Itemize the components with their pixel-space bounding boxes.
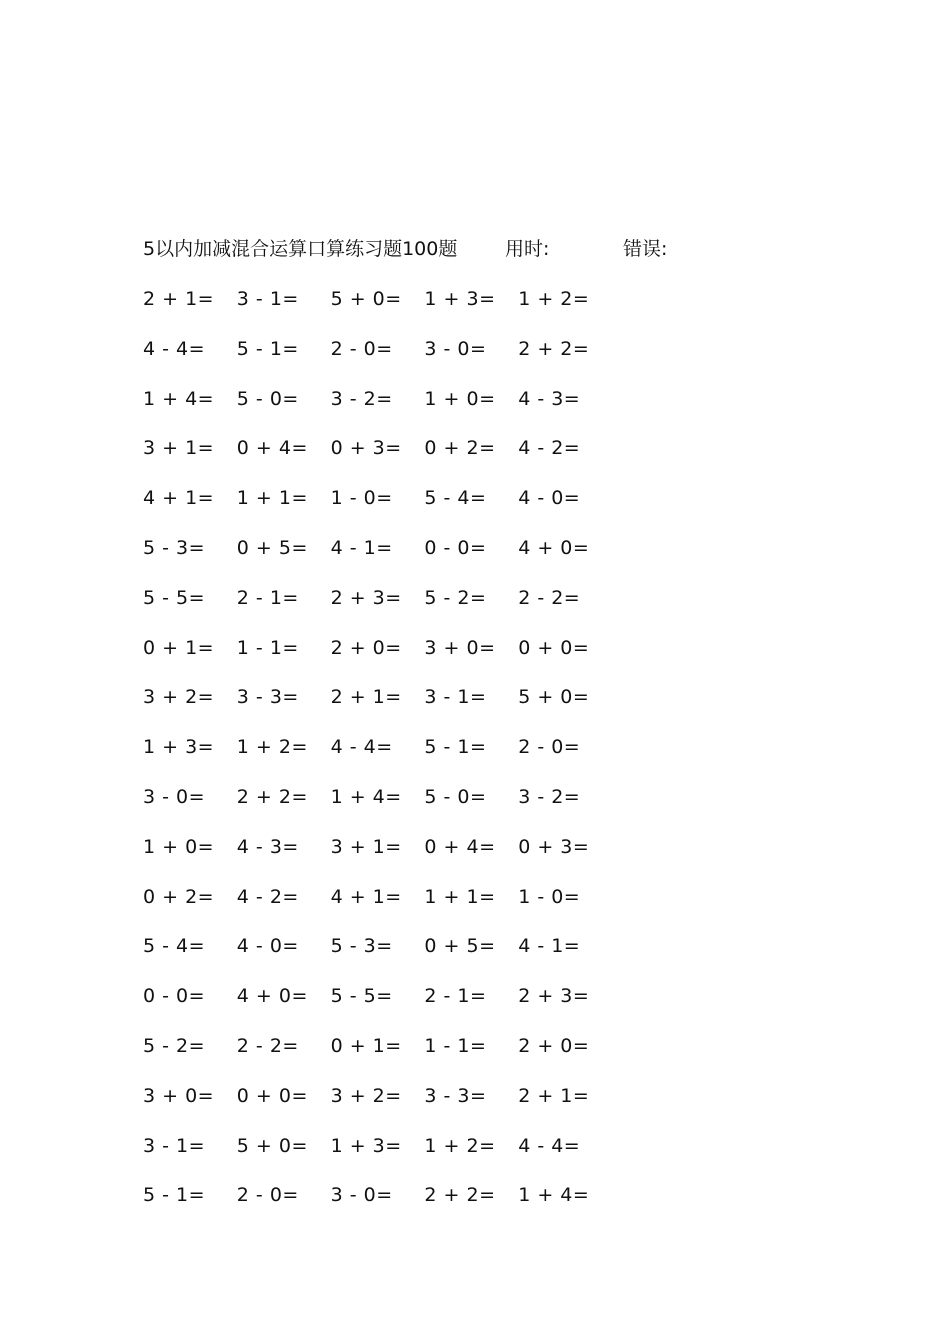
arithmetic-problem: 1 + 0= (143, 835, 215, 858)
arithmetic-problem: 5 + 0= (518, 686, 590, 709)
arithmetic-problem: 1 - 1= (424, 1034, 487, 1057)
problem-row (143, 1131, 623, 1181)
arithmetic-problem: 1 + 3= (424, 288, 496, 310)
arithmetic-problem: 3 + 0= (424, 636, 496, 659)
arithmetic-problem: 3 - 0= (424, 337, 487, 360)
arithmetic-problem: 0 + 5= (424, 935, 496, 958)
arithmetic-problem: 2 - 2= (236, 1034, 299, 1057)
arithmetic-problem: 5 + 0= (330, 288, 402, 310)
worksheet-title: 5以内加减混合运算口算练习题100题 (143, 238, 458, 260)
arithmetic-problem: 4 - 0= (518, 487, 581, 510)
problem-row (143, 583, 623, 633)
problem-row (143, 334, 623, 384)
arithmetic-problem: 3 - 1= (236, 288, 299, 310)
arithmetic-problem: 4 - 1= (518, 935, 581, 958)
arithmetic-problem: 1 + 4= (143, 387, 215, 410)
arithmetic-problem: 5 - 5= (330, 985, 393, 1008)
problem-row (143, 931, 623, 981)
arithmetic-problem: 0 + 1= (330, 1034, 402, 1057)
arithmetic-problem: 2 + 1= (518, 1084, 590, 1107)
problem-grid (143, 284, 623, 1230)
arithmetic-problem: 1 - 0= (330, 487, 393, 510)
worksheet-header (143, 234, 703, 264)
arithmetic-problem: 3 - 3= (424, 1084, 487, 1107)
arithmetic-problem: 2 - 0= (330, 337, 393, 360)
arithmetic-problem: 4 - 4= (518, 1134, 581, 1157)
arithmetic-problem: 2 + 2= (518, 337, 590, 360)
arithmetic-problem: 0 + 4= (236, 437, 308, 460)
arithmetic-problem: 5 - 0= (424, 785, 487, 808)
problem-row (143, 633, 623, 683)
problem-row (143, 1180, 623, 1230)
arithmetic-problem: 5 - 1= (236, 337, 299, 360)
arithmetic-problem: 2 - 0= (518, 736, 581, 759)
arithmetic-problem: 0 + 5= (236, 536, 308, 559)
arithmetic-problem: 0 + 0= (236, 1084, 308, 1107)
arithmetic-problem: 4 - 4= (143, 337, 206, 360)
arithmetic-problem: 4 + 1= (330, 885, 402, 908)
problem-row (143, 284, 623, 334)
problem-row (143, 1081, 623, 1131)
arithmetic-problem: 2 + 3= (518, 985, 590, 1008)
arithmetic-problem: 4 - 4= (330, 736, 393, 759)
arithmetic-problem: 2 + 1= (330, 686, 402, 709)
problem-row (143, 882, 623, 932)
arithmetic-problem: 2 - 2= (518, 586, 581, 609)
arithmetic-problem: 3 - 1= (424, 686, 487, 709)
arithmetic-problem: 4 - 2= (236, 885, 299, 908)
arithmetic-problem: 3 + 2= (330, 1084, 402, 1107)
arithmetic-problem: 1 - 0= (518, 885, 581, 908)
problem-row (143, 483, 623, 533)
arithmetic-problem: 3 - 3= (236, 686, 299, 709)
arithmetic-problem: 2 + 0= (518, 1034, 590, 1057)
arithmetic-problem: 4 - 0= (236, 935, 299, 958)
problem-row (143, 732, 623, 782)
problem-row (143, 384, 623, 434)
arithmetic-problem: 2 - 0= (236, 1184, 299, 1207)
arithmetic-problem: 0 + 4= (424, 835, 496, 858)
problem-row (143, 533, 623, 583)
arithmetic-problem: 1 + 2= (518, 288, 590, 310)
errors-label: 错误: (623, 238, 668, 260)
arithmetic-problem: 0 + 1= (143, 636, 215, 659)
arithmetic-problem: 5 - 4= (143, 935, 206, 958)
arithmetic-problem: 1 - 1= (236, 636, 299, 659)
arithmetic-problem: 3 + 1= (143, 437, 215, 460)
problem-row (143, 1031, 623, 1081)
arithmetic-problem: 3 - 0= (330, 1184, 393, 1207)
arithmetic-problem: 5 - 0= (236, 387, 299, 410)
arithmetic-problem: 1 + 2= (424, 1134, 496, 1157)
arithmetic-problem: 5 - 5= (143, 586, 206, 609)
arithmetic-problem: 3 - 2= (330, 387, 393, 410)
arithmetic-problem: 4 - 3= (236, 835, 299, 858)
arithmetic-problem: 4 + 0= (236, 985, 308, 1008)
arithmetic-problem: 2 + 2= (424, 1184, 496, 1207)
arithmetic-problem: 3 - 1= (143, 1134, 206, 1157)
arithmetic-problem: 2 + 0= (330, 636, 402, 659)
arithmetic-problem: 3 + 0= (143, 1084, 215, 1107)
arithmetic-problem: 1 + 1= (236, 487, 308, 510)
problem-row (143, 682, 623, 732)
arithmetic-problem: 0 + 0= (518, 636, 590, 659)
arithmetic-problem: 0 + 3= (518, 835, 590, 858)
arithmetic-problem: 5 + 0= (236, 1134, 308, 1157)
arithmetic-problem: 3 - 2= (518, 785, 581, 808)
arithmetic-problem: 4 + 1= (143, 487, 215, 510)
arithmetic-problem: 2 - 1= (236, 586, 299, 609)
arithmetic-problem: 5 - 1= (424, 736, 487, 759)
problem-row (143, 981, 623, 1031)
arithmetic-problem: 4 + 0= (518, 536, 590, 559)
arithmetic-problem: 0 + 2= (424, 437, 496, 460)
arithmetic-problem: 1 + 2= (236, 736, 308, 759)
arithmetic-problem: 0 - 0= (424, 536, 487, 559)
arithmetic-problem: 0 - 0= (143, 985, 206, 1008)
arithmetic-problem: 5 - 4= (424, 487, 487, 510)
arithmetic-problem: 2 + 3= (330, 586, 402, 609)
arithmetic-problem: 1 + 3= (330, 1134, 402, 1157)
arithmetic-problem: 0 + 2= (143, 885, 215, 908)
arithmetic-problem: 1 + 0= (424, 387, 496, 410)
arithmetic-problem: 0 + 3= (330, 437, 402, 460)
arithmetic-problem: 3 + 2= (143, 686, 215, 709)
arithmetic-problem: 5 - 2= (143, 1034, 206, 1057)
arithmetic-problem: 5 - 3= (143, 536, 206, 559)
arithmetic-problem: 2 + 1= (143, 288, 215, 310)
time-label: 用时: (505, 238, 550, 260)
arithmetic-problem: 3 - 0= (143, 785, 206, 808)
problem-row (143, 782, 623, 832)
arithmetic-problem: 1 + 3= (143, 736, 215, 759)
problem-row (143, 832, 623, 882)
arithmetic-problem: 1 + 4= (518, 1184, 590, 1207)
arithmetic-problem: 3 + 1= (330, 835, 402, 858)
arithmetic-problem: 2 + 2= (236, 785, 308, 808)
problem-row (143, 433, 623, 483)
arithmetic-problem: 5 - 1= (143, 1184, 206, 1207)
arithmetic-problem: 5 - 2= (424, 586, 487, 609)
arithmetic-problem: 4 - 3= (518, 387, 581, 410)
arithmetic-problem: 4 - 1= (330, 536, 393, 559)
arithmetic-problem: 2 - 1= (424, 985, 487, 1008)
arithmetic-problem: 1 + 4= (330, 785, 402, 808)
arithmetic-problem: 1 + 1= (424, 885, 496, 908)
arithmetic-problem: 4 - 2= (518, 437, 581, 460)
arithmetic-problem: 5 - 3= (330, 935, 393, 958)
